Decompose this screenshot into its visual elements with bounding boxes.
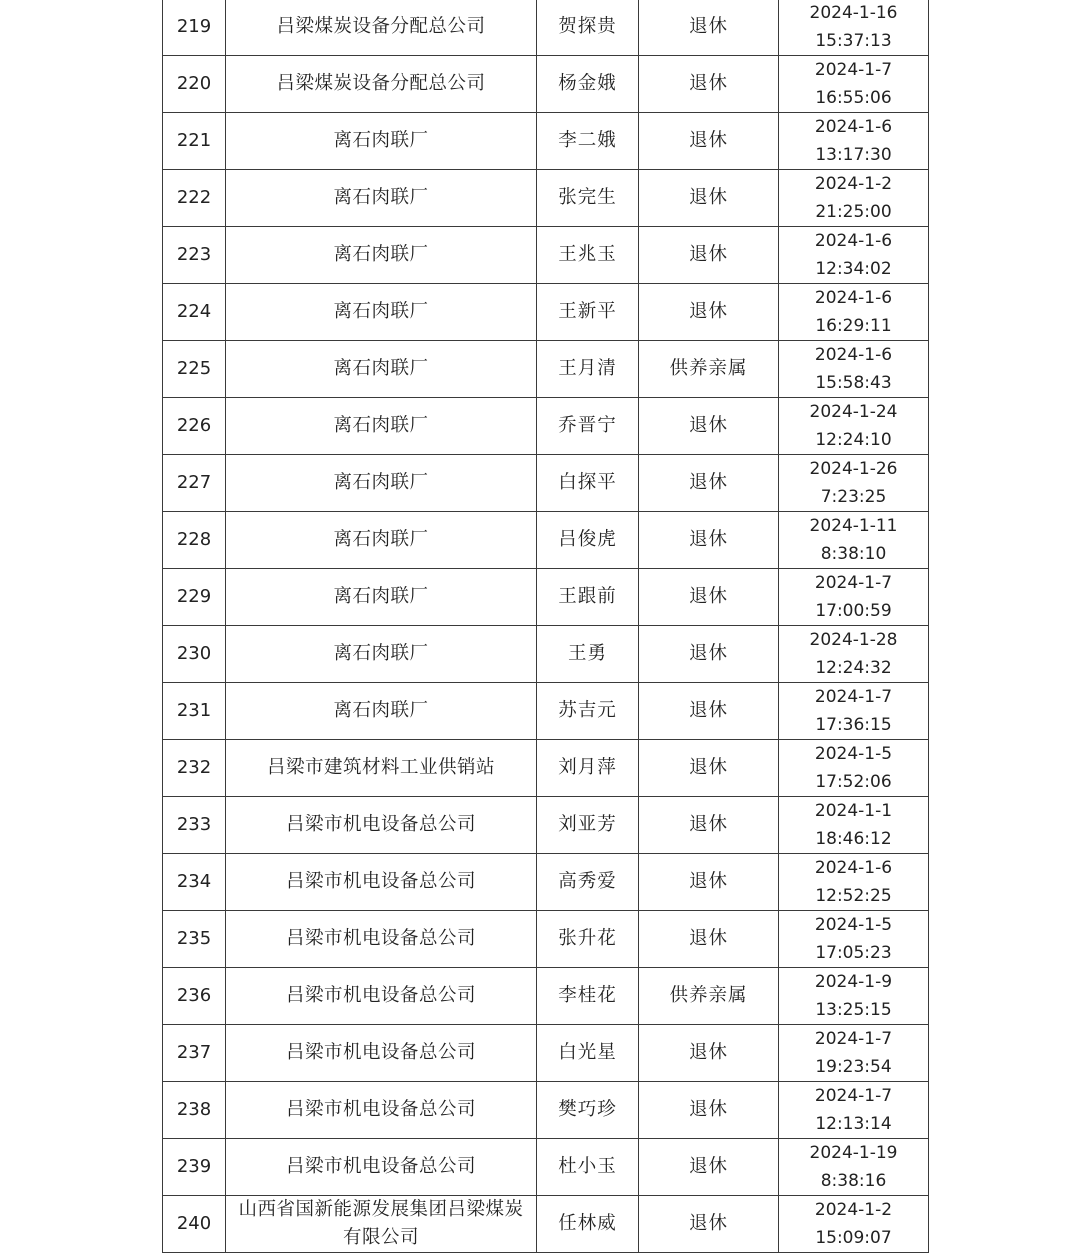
person-name-cell: 张完生 — [537, 170, 639, 227]
time-text: 16:29:11 — [815, 316, 892, 336]
date-text: 2024-1-2 — [814, 1200, 893, 1220]
table-row — [163, 512, 929, 569]
date-text: 2024-1-7 — [814, 60, 893, 80]
datetime-cell — [779, 797, 929, 854]
person-name-cell: 王跟前 — [537, 569, 639, 626]
status-cell: 供养亲属 — [639, 968, 779, 1025]
status-cell: 退休 — [639, 797, 779, 854]
time-text: 17:05:23 — [815, 943, 892, 963]
datetime-cell — [779, 1139, 929, 1196]
company-cell: 吕梁市机电设备总公司 — [226, 911, 537, 968]
row-number-cell: 220 — [163, 56, 226, 113]
table-row — [163, 56, 929, 113]
time-text: 8:38:16 — [820, 1171, 887, 1191]
date-text: 2024-1-7 — [814, 1029, 893, 1049]
row-number-cell: 230 — [163, 626, 226, 683]
datetime-cell — [779, 170, 929, 227]
table-row — [163, 1025, 929, 1082]
row-number-cell: 222 — [163, 170, 226, 227]
table-row — [163, 854, 929, 911]
date-text: 2024-1-9 — [814, 972, 893, 992]
row-number-cell: 229 — [163, 569, 226, 626]
table-row — [163, 968, 929, 1025]
row-number-cell: 235 — [163, 911, 226, 968]
row-number-cell: 232 — [163, 740, 226, 797]
person-name-cell: 贺探贵 — [537, 0, 639, 56]
person-name-cell: 张升花 — [537, 911, 639, 968]
time-text: 17:00:59 — [815, 601, 892, 621]
person-name-cell: 吕俊虎 — [537, 512, 639, 569]
row-number-cell: 234 — [163, 854, 226, 911]
table-row — [163, 740, 929, 797]
row-number-cell: 228 — [163, 512, 226, 569]
company-cell — [226, 1196, 537, 1253]
status-cell: 供养亲属 — [639, 341, 779, 398]
time-text: 19:23:54 — [815, 1057, 892, 1077]
person-name-cell: 白探平 — [537, 455, 639, 512]
person-name-cell: 樊巧珍 — [537, 1082, 639, 1139]
status-cell: 退休 — [639, 227, 779, 284]
status-cell: 退休 — [639, 626, 779, 683]
datetime-cell — [779, 227, 929, 284]
company-line-1: 山西省国新能源发展集团吕梁煤炭 — [238, 1199, 524, 1220]
datetime-cell — [779, 569, 929, 626]
table-row — [163, 1196, 929, 1253]
date-text: 2024-1-7 — [814, 687, 893, 707]
person-name-cell: 高秀爱 — [537, 854, 639, 911]
date-text: 2024-1-16 — [809, 3, 898, 23]
date-text: 2024-1-1 — [814, 801, 893, 821]
company-cell: 离石肉联厂 — [226, 341, 537, 398]
time-text: 15:58:43 — [815, 373, 892, 393]
person-name-cell: 刘亚芳 — [537, 797, 639, 854]
person-name-cell: 李二娥 — [537, 113, 639, 170]
row-number-cell: 240 — [163, 1196, 226, 1253]
person-name-cell: 刘月萍 — [537, 740, 639, 797]
datetime-cell — [779, 512, 929, 569]
person-name-cell: 乔晋宁 — [537, 398, 639, 455]
table-row — [163, 0, 929, 56]
datetime-cell — [779, 284, 929, 341]
company-cell: 离石肉联厂 — [226, 113, 537, 170]
time-text: 12:52:25 — [815, 886, 892, 906]
row-number-cell: 223 — [163, 227, 226, 284]
company-cell: 离石肉联厂 — [226, 455, 537, 512]
date-text: 2024-1-26 — [809, 459, 898, 479]
status-cell: 退休 — [639, 56, 779, 113]
row-number-cell: 227 — [163, 455, 226, 512]
date-text: 2024-1-6 — [814, 117, 893, 137]
status-cell: 退休 — [639, 683, 779, 740]
table-row — [163, 683, 929, 740]
time-text: 16:55:06 — [815, 88, 892, 108]
status-cell: 退休 — [639, 1139, 779, 1196]
row-number-cell: 233 — [163, 797, 226, 854]
table-row — [163, 1082, 929, 1139]
date-text: 2024-1-6 — [814, 288, 893, 308]
datetime-cell — [779, 626, 929, 683]
company-cell: 吕梁市机电设备总公司 — [226, 1082, 537, 1139]
row-number-cell: 231 — [163, 683, 226, 740]
time-text: 17:52:06 — [815, 772, 892, 792]
datetime-cell — [779, 398, 929, 455]
company-cell: 吕梁市机电设备总公司 — [226, 968, 537, 1025]
datetime-cell — [779, 968, 929, 1025]
row-number-cell: 219 — [163, 0, 226, 56]
row-number-cell: 221 — [163, 113, 226, 170]
row-number-cell: 236 — [163, 968, 226, 1025]
table-row — [163, 797, 929, 854]
datetime-cell — [779, 911, 929, 968]
date-text: 2024-1-6 — [814, 858, 893, 878]
status-cell: 退休 — [639, 398, 779, 455]
time-text: 13:17:30 — [815, 145, 892, 165]
status-cell: 退休 — [639, 455, 779, 512]
row-number-cell: 224 — [163, 284, 226, 341]
person-name-cell: 王勇 — [537, 626, 639, 683]
company-cell: 离石肉联厂 — [226, 683, 537, 740]
time-text: 12:34:02 — [815, 259, 892, 279]
table-row — [163, 911, 929, 968]
status-cell: 退休 — [639, 1196, 779, 1253]
status-cell: 退休 — [639, 1082, 779, 1139]
company-cell: 离石肉联厂 — [226, 227, 537, 284]
time-text: 12:13:14 — [815, 1114, 892, 1134]
company-cell: 吕梁煤炭设备分配总公司 — [226, 0, 537, 56]
time-text: 12:24:32 — [815, 658, 892, 678]
company-cell: 吕梁市建筑材料工业供销站 — [226, 740, 537, 797]
company-line-2: 有限公司 — [342, 1227, 419, 1248]
status-cell: 退休 — [639, 512, 779, 569]
date-text: 2024-1-7 — [814, 573, 893, 593]
datetime-cell — [779, 341, 929, 398]
table-row — [163, 1139, 929, 1196]
row-number-cell: 239 — [163, 1139, 226, 1196]
table-row — [163, 398, 929, 455]
person-name-cell: 王兆玉 — [537, 227, 639, 284]
time-text: 7:23:25 — [820, 487, 887, 507]
company-cell: 离石肉联厂 — [226, 626, 537, 683]
row-number-cell: 238 — [163, 1082, 226, 1139]
date-text: 2024-1-28 — [809, 630, 898, 650]
row-number-cell: 226 — [163, 398, 226, 455]
status-cell: 退休 — [639, 569, 779, 626]
person-name-cell: 王新平 — [537, 284, 639, 341]
time-text: 18:46:12 — [815, 829, 892, 849]
table-row — [163, 455, 929, 512]
date-text: 2024-1-19 — [809, 1143, 898, 1163]
person-name-cell: 白光星 — [537, 1025, 639, 1082]
status-cell: 退休 — [639, 854, 779, 911]
table-row — [163, 227, 929, 284]
company-cell: 吕梁市机电设备总公司 — [226, 1025, 537, 1082]
table-row — [163, 626, 929, 683]
company-cell: 离石肉联厂 — [226, 284, 537, 341]
row-number-cell: 225 — [163, 341, 226, 398]
records-table-container — [162, 0, 928, 1253]
company-cell: 吕梁市机电设备总公司 — [226, 797, 537, 854]
time-text: 17:36:15 — [815, 715, 892, 735]
person-name-cell: 任林威 — [537, 1196, 639, 1253]
status-cell: 退休 — [639, 284, 779, 341]
company-cell: 离石肉联厂 — [226, 512, 537, 569]
status-cell: 退休 — [639, 0, 779, 56]
person-name-cell: 杨金娥 — [537, 56, 639, 113]
time-text: 13:25:15 — [815, 1000, 892, 1020]
status-cell: 退休 — [639, 170, 779, 227]
time-text: 12:24:10 — [815, 430, 892, 450]
status-cell: 退休 — [639, 740, 779, 797]
status-cell: 退休 — [639, 911, 779, 968]
company-cell: 离石肉联厂 — [226, 170, 537, 227]
date-text: 2024-1-6 — [814, 231, 893, 251]
date-text: 2024-1-5 — [814, 915, 893, 935]
person-name-cell: 王月清 — [537, 341, 639, 398]
records-table — [162, 0, 929, 1253]
datetime-cell — [779, 1082, 929, 1139]
time-text: 8:38:10 — [820, 544, 887, 564]
datetime-cell — [779, 1196, 929, 1253]
datetime-cell — [779, 56, 929, 113]
person-name-cell: 苏吉元 — [537, 683, 639, 740]
table-row — [163, 170, 929, 227]
table-row — [163, 113, 929, 170]
person-name-cell: 杜小玉 — [537, 1139, 639, 1196]
company-cell: 吕梁市机电设备总公司 — [226, 1139, 537, 1196]
datetime-cell — [779, 740, 929, 797]
date-text: 2024-1-2 — [814, 174, 893, 194]
date-text: 2024-1-11 — [809, 516, 898, 536]
datetime-cell — [779, 854, 929, 911]
table-row — [163, 284, 929, 341]
date-text: 2024-1-6 — [814, 345, 893, 365]
company-cell: 吕梁煤炭设备分配总公司 — [226, 56, 537, 113]
company-cell: 吕梁市机电设备总公司 — [226, 854, 537, 911]
table-body — [163, 0, 929, 1253]
datetime-cell — [779, 1025, 929, 1082]
datetime-cell — [779, 683, 929, 740]
date-text: 2024-1-5 — [814, 744, 893, 764]
date-text: 2024-1-24 — [809, 402, 898, 422]
table-row — [163, 569, 929, 626]
time-text: 15:09:07 — [815, 1228, 892, 1248]
date-text: 2024-1-7 — [814, 1086, 893, 1106]
datetime-cell — [779, 455, 929, 512]
status-cell: 退休 — [639, 1025, 779, 1082]
time-text: 15:37:13 — [815, 31, 892, 51]
table-row — [163, 341, 929, 398]
row-number-cell: 237 — [163, 1025, 226, 1082]
company-cell: 离石肉联厂 — [226, 398, 537, 455]
person-name-cell: 李桂花 — [537, 968, 639, 1025]
datetime-cell — [779, 113, 929, 170]
company-cell: 离石肉联厂 — [226, 569, 537, 626]
datetime-cell — [779, 0, 929, 56]
status-cell: 退休 — [639, 113, 779, 170]
time-text: 21:25:00 — [815, 202, 892, 222]
